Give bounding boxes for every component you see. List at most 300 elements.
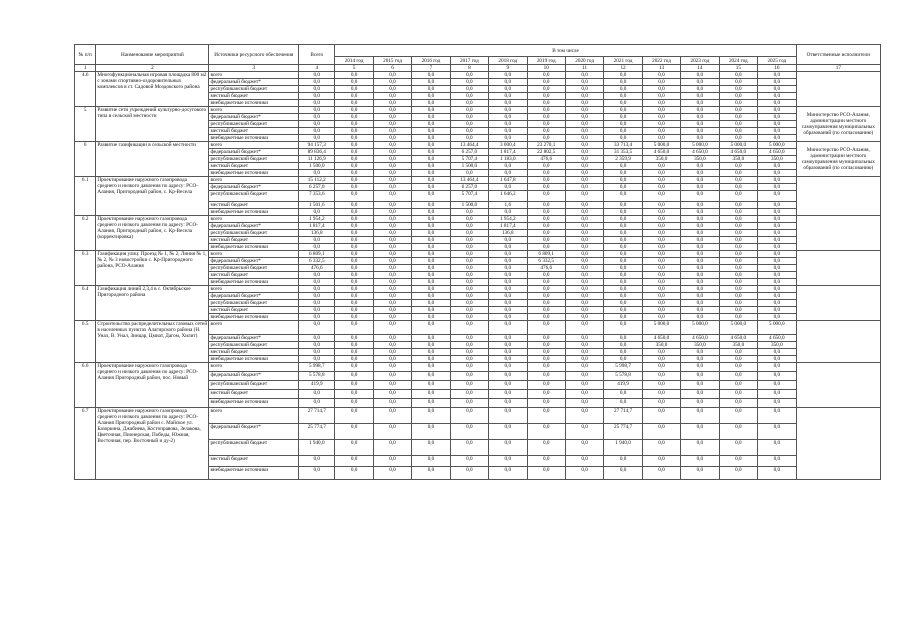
year-value: 5 000,0 [719, 142, 757, 149]
year-value: 0,0 [642, 399, 680, 408]
year-value: 0,0 [719, 135, 757, 142]
year-value: 0,0 [335, 286, 373, 293]
year-value: 0,0 [758, 307, 797, 314]
year-value: 0,0 [527, 177, 565, 184]
year-value: 0,0 [642, 184, 680, 191]
year-value: 0,0 [412, 237, 450, 244]
year-value: 0,0 [412, 209, 450, 216]
year-value: 0,0 [335, 467, 373, 480]
funding-source: федеральный бюджет* [209, 184, 299, 191]
year-value: 0,0 [373, 372, 411, 381]
year-value: 0,0 [335, 321, 373, 335]
year-value: 0,0 [604, 342, 642, 349]
year-value: 0,0 [565, 156, 603, 163]
year-value: 0,0 [642, 424, 680, 440]
funding-source: всего [209, 363, 299, 372]
year-value: 0,0 [681, 107, 719, 114]
year-value: 0,0 [373, 156, 411, 163]
year-value: 1 817,4 [489, 149, 527, 156]
item-name: Проектирование наружного газопровода среднего и низкого давления по адресу: РСО-Алания Пригородный район, пос. Новый [96, 363, 209, 408]
year-value: 0,0 [335, 209, 373, 216]
year-value: 0,0 [335, 251, 373, 258]
total-value: 0,0 [299, 121, 335, 128]
year-value: 0,0 [335, 381, 373, 390]
year-value: 0,0 [412, 202, 450, 209]
year-value: 22 802,5 [527, 149, 565, 156]
year-value: 0,0 [681, 279, 719, 286]
year-value: 0,0 [450, 440, 488, 456]
year-value: 0,0 [719, 121, 757, 128]
year-value: 0,0 [565, 456, 603, 467]
responsible-executors [796, 251, 880, 286]
year-value: 0,0 [719, 440, 757, 456]
year-value: 0,0 [373, 72, 411, 79]
year-value: 0,0 [412, 363, 450, 372]
year-value: 0,0 [527, 307, 565, 314]
funding-source: внебюджетные источники [209, 135, 299, 142]
year-value: 0,0 [758, 251, 797, 258]
year-value: 0,0 [758, 244, 797, 251]
total-value: 5 578,8 [299, 372, 335, 381]
year-value: 0,0 [758, 216, 797, 223]
year-value: 0,0 [373, 93, 411, 100]
year-value: 0,0 [527, 399, 565, 408]
year-value: 0,0 [489, 163, 527, 170]
year-value: 0,0 [412, 456, 450, 467]
item-number: 6.4 [75, 286, 96, 321]
funding-source: республиканский бюджет [209, 156, 299, 163]
year-value: 0,0 [412, 135, 450, 142]
year-value: 0,0 [681, 272, 719, 279]
year-value: 476,6 [527, 156, 565, 163]
year-value: 0,0 [527, 121, 565, 128]
year-value: 23 270,1 [527, 142, 565, 149]
year-value: 0,0 [565, 372, 603, 381]
item-name: Многофункциональная игровая площадка 800 м2 с зонами спортивно-оздоровительных комплексов в ст. Садовой Моздокского района [96, 72, 209, 107]
total-value: 0,0 [299, 279, 335, 286]
year-value: 0,0 [373, 121, 411, 128]
year-value: 0,0 [642, 107, 680, 114]
year-value: 0,0 [681, 314, 719, 321]
year-value: 0,0 [335, 191, 373, 202]
year-value: 0,0 [489, 135, 527, 142]
year-value: 0,0 [758, 100, 797, 107]
year-value: 0,0 [604, 265, 642, 272]
year-value: 0,0 [450, 170, 488, 177]
year-value: 0,0 [489, 390, 527, 399]
year-value: 4 650,0 [681, 335, 719, 342]
year-value: 0,0 [681, 307, 719, 314]
year-value: 0,0 [412, 177, 450, 184]
header-total: Всего [299, 45, 335, 65]
total-value: 0,0 [299, 86, 335, 93]
year-value: 0,0 [335, 372, 373, 381]
year-value: 0,0 [604, 467, 642, 480]
year-value: 0,0 [758, 265, 797, 272]
year-value: 0,0 [335, 408, 373, 424]
year-value: 0,0 [335, 142, 373, 149]
year-value: 0,0 [373, 286, 411, 293]
column-number: 12 [604, 65, 642, 72]
year-value: 0,0 [565, 244, 603, 251]
year-value: 0,0 [681, 86, 719, 93]
year-value: 0,0 [489, 128, 527, 135]
column-number: 1 [75, 65, 96, 72]
year-value: 0,0 [642, 258, 680, 265]
year-value: 1 647,8 [489, 177, 527, 184]
header-year: 2022 год [642, 57, 680, 65]
year-value: 0,0 [681, 216, 719, 223]
funding-source: местный бюджет [209, 163, 299, 170]
year-value: 0,0 [719, 170, 757, 177]
year-value: 0,0 [565, 300, 603, 307]
year-value: 0,0 [450, 321, 488, 335]
year-value: 0,0 [450, 390, 488, 399]
total-value: 25 774,7 [299, 424, 335, 440]
year-value: 0,0 [450, 135, 488, 142]
year-value: 0,0 [642, 372, 680, 381]
year-value: 0,0 [565, 149, 603, 156]
funding-source: всего [209, 107, 299, 114]
year-value: 5 000,0 [758, 142, 797, 149]
total-value: 0,0 [299, 107, 335, 114]
table-row [75, 216, 881, 223]
header-year: 2016 год [412, 57, 450, 65]
year-value: 0,0 [412, 149, 450, 156]
total-value: 0,0 [299, 237, 335, 244]
year-value: 350,0 [758, 342, 797, 349]
funding-source: федеральный бюджет* [209, 223, 299, 230]
year-value: 0,0 [642, 390, 680, 399]
total-value: 6 257,0 [299, 184, 335, 191]
year-value: 0,0 [489, 363, 527, 372]
year-value: 0,0 [565, 202, 603, 209]
column-number: 17 [796, 65, 880, 72]
year-value: 0,0 [527, 163, 565, 170]
year-value: 0,0 [681, 184, 719, 191]
year-value: 0,0 [758, 279, 797, 286]
year-value: 0,0 [450, 86, 488, 93]
year-value: 0,0 [412, 408, 450, 424]
year-value: 0,0 [373, 265, 411, 272]
total-value: 0,0 [299, 300, 335, 307]
year-value: 0,0 [335, 135, 373, 142]
total-value: 94 157,3 [299, 142, 335, 149]
year-value: 0,0 [489, 86, 527, 93]
funding-source: внебюджетные источники [209, 314, 299, 321]
year-value: 0,0 [450, 128, 488, 135]
funding-source: федеральный бюджет* [209, 293, 299, 300]
year-value: 0,0 [719, 184, 757, 191]
column-number: 15 [719, 65, 757, 72]
year-value: 0,0 [719, 272, 757, 279]
year-value: 0,0 [412, 121, 450, 128]
year-value: 0,0 [681, 121, 719, 128]
funding-source: внебюджетные источники [209, 467, 299, 480]
year-value: 350,0 [719, 156, 757, 163]
year-value: 0,0 [335, 114, 373, 121]
year-value: 0,0 [719, 202, 757, 209]
year-value: 0,0 [565, 272, 603, 279]
year-value: 5 998,7 [604, 363, 642, 372]
year-value: 0,0 [719, 107, 757, 114]
year-value: 0,0 [758, 93, 797, 100]
year-value: 0,0 [604, 349, 642, 356]
year-value: 0,0 [758, 300, 797, 307]
year-value: 0,0 [373, 349, 411, 356]
year-value: 1 817,4 [489, 223, 527, 230]
year-value: 0,0 [604, 209, 642, 216]
year-value: 6 809,1 [527, 251, 565, 258]
year-value: 0,0 [565, 467, 603, 480]
funding-source: местный бюджет [209, 390, 299, 399]
year-value: 0,0 [373, 399, 411, 408]
year-value: 0,0 [719, 293, 757, 300]
year-value: 0,0 [527, 100, 565, 107]
year-value: 350,0 [642, 156, 680, 163]
year-value: 0,0 [565, 107, 603, 114]
year-value: 0,0 [604, 184, 642, 191]
year-value: 0,0 [758, 440, 797, 456]
year-value: 0,0 [565, 440, 603, 456]
year-value: 0,0 [412, 265, 450, 272]
year-value: 0,0 [719, 467, 757, 480]
year-value: 0,0 [373, 424, 411, 440]
year-value: 0,0 [642, 128, 680, 135]
year-value: 0,0 [719, 300, 757, 307]
funding-source: всего [209, 142, 299, 149]
year-value: 0,0 [565, 209, 603, 216]
year-value: 0,0 [719, 216, 757, 223]
year-value: 0,0 [681, 230, 719, 237]
year-value: 0,0 [565, 265, 603, 272]
year-value: 0,0 [527, 356, 565, 363]
year-value: 6 257,0 [450, 184, 488, 191]
funding-table [74, 44, 881, 480]
year-value: 0,0 [412, 107, 450, 114]
year-value: 0,0 [758, 202, 797, 209]
year-value: 136,8 [489, 230, 527, 237]
year-value: 0,0 [758, 456, 797, 467]
responsible-executors [796, 321, 880, 363]
column-number: 3 [209, 65, 299, 72]
year-value: 0,0 [335, 107, 373, 114]
year-value: 0,0 [335, 244, 373, 251]
year-value: 0,0 [758, 372, 797, 381]
funding-source: местный бюджет [209, 128, 299, 135]
year-value: 0,0 [681, 223, 719, 230]
funding-source: всего [209, 408, 299, 424]
year-value: 0,0 [489, 321, 527, 335]
year-value: 0,0 [642, 251, 680, 258]
year-value: 0,0 [604, 163, 642, 170]
header-year: 2017 год [450, 57, 488, 65]
year-value: 0,0 [527, 314, 565, 321]
year-value: 4 650,0 [642, 335, 680, 342]
year-value: 0,0 [604, 293, 642, 300]
year-value: 0,0 [642, 349, 680, 356]
year-value: 0,0 [681, 390, 719, 399]
year-value: 0,0 [412, 314, 450, 321]
year-value: 0,0 [719, 72, 757, 79]
item-number: 6.6 [75, 363, 96, 408]
year-value: 0,0 [758, 114, 797, 121]
year-value: 0,0 [412, 216, 450, 223]
year-value: 0,0 [565, 216, 603, 223]
year-value: 0,0 [604, 279, 642, 286]
year-value: 0,0 [412, 170, 450, 177]
year-value: 0,0 [642, 216, 680, 223]
year-value: 0,0 [373, 114, 411, 121]
year-value: 0,0 [335, 121, 373, 128]
year-value: 0,0 [565, 349, 603, 356]
year-value: 0,0 [565, 100, 603, 107]
year-value: 0,0 [604, 251, 642, 258]
total-value: 0,0 [299, 342, 335, 349]
year-value: 0,0 [335, 293, 373, 300]
year-value: 0,0 [642, 170, 680, 177]
year-value: 0,0 [489, 300, 527, 307]
year-value: 0,0 [412, 356, 450, 363]
funding-source: внебюджетные источники [209, 100, 299, 107]
year-value: 0,0 [565, 258, 603, 265]
year-value: 5 000,0 [642, 321, 680, 335]
total-value: 0,0 [299, 209, 335, 216]
year-value: 0,0 [719, 408, 757, 424]
table-row [75, 408, 881, 424]
year-value: 0,0 [681, 300, 719, 307]
year-value: 0,0 [527, 114, 565, 121]
year-value: 0,0 [412, 342, 450, 349]
table-row [75, 177, 881, 184]
year-value: 0,0 [335, 440, 373, 456]
year-value: 0,0 [450, 216, 488, 223]
total-value: 7 353,6 [299, 191, 335, 202]
year-value: 0,0 [642, 202, 680, 209]
header-no: № п/п [75, 45, 96, 65]
year-value: 0,0 [412, 184, 450, 191]
total-value: 0,0 [299, 307, 335, 314]
year-value: 0,0 [565, 321, 603, 335]
year-value: 0,0 [681, 399, 719, 408]
year-value: 0,0 [642, 279, 680, 286]
year-value: 0,0 [527, 293, 565, 300]
year-value: 0,0 [373, 390, 411, 399]
year-value: 0,0 [719, 372, 757, 381]
year-value: 0,0 [604, 300, 642, 307]
year-value: 0,0 [373, 335, 411, 342]
year-value: 0,0 [412, 86, 450, 93]
funding-source: внебюджетные источники [209, 356, 299, 363]
responsible-executors [796, 216, 880, 251]
funding-source: внебюджетные источники [209, 279, 299, 286]
year-value: 0,0 [450, 279, 488, 286]
year-value: 0,0 [527, 363, 565, 372]
year-value: 0,0 [335, 342, 373, 349]
total-value: 0,0 [299, 349, 335, 356]
year-value: 0,0 [527, 191, 565, 202]
year-value: 0,0 [489, 286, 527, 293]
year-value: 0,0 [412, 372, 450, 381]
year-value: 350,0 [681, 342, 719, 349]
year-value: 0,0 [450, 342, 488, 349]
year-value: 4 650,0 [642, 149, 680, 156]
year-value: 0,0 [719, 424, 757, 440]
year-value: 0,0 [681, 356, 719, 363]
year-value: 0,0 [642, 100, 680, 107]
year-value: 0,0 [758, 349, 797, 356]
year-value: 0,0 [719, 390, 757, 399]
year-value: 0,0 [412, 399, 450, 408]
year-value: 0,0 [373, 356, 411, 363]
table-row [75, 107, 881, 114]
total-value: 27 714,7 [299, 408, 335, 424]
funding-source: местный бюджет [209, 307, 299, 314]
year-value: 0,0 [758, 163, 797, 170]
year-value: 0,0 [681, 72, 719, 79]
year-value: 0,0 [758, 170, 797, 177]
year-value: 0,0 [565, 79, 603, 86]
year-value: 0,0 [412, 300, 450, 307]
total-value: 0,0 [299, 293, 335, 300]
funding-source: республиканский бюджет [209, 342, 299, 349]
total-value: 0,0 [299, 286, 335, 293]
year-value: 0,0 [681, 349, 719, 356]
year-value: 0,0 [565, 381, 603, 390]
year-value: 0,0 [681, 128, 719, 135]
total-value: 419,9 [299, 381, 335, 390]
year-value: 0,0 [642, 467, 680, 480]
year-value: 0,0 [527, 202, 565, 209]
item-number: 6.2 [75, 216, 96, 251]
item-number: 6.5 [75, 321, 96, 363]
year-value: 0,0 [373, 258, 411, 265]
year-value: 0,0 [604, 244, 642, 251]
funding-source: местный бюджет [209, 237, 299, 244]
year-value: 0,0 [719, 86, 757, 93]
year-value: 0,0 [642, 121, 680, 128]
year-value: 0,0 [565, 223, 603, 230]
funding-source: всего [209, 216, 299, 223]
year-value: 0,0 [758, 223, 797, 230]
year-value: 0,0 [719, 79, 757, 86]
year-value: 0,0 [489, 424, 527, 440]
year-value: 0,0 [642, 408, 680, 424]
responsible-executors [796, 286, 880, 321]
year-value: 0,0 [373, 128, 411, 135]
year-value: 0,0 [758, 86, 797, 93]
total-value: 0,0 [299, 72, 335, 79]
total-value: 0,0 [299, 128, 335, 135]
year-value: 0,0 [489, 467, 527, 480]
header-responsible: Ответственные исполнители [796, 45, 880, 65]
year-value: 0,0 [527, 286, 565, 293]
year-value: 0,0 [604, 72, 642, 79]
year-value: 0,0 [719, 163, 757, 170]
funding-source: внебюджетные источники [209, 399, 299, 408]
total-value: 0,0 [299, 390, 335, 399]
year-value: 0,0 [489, 244, 527, 251]
funding-source: федеральный бюджет* [209, 424, 299, 440]
total-value: 5 998,7 [299, 363, 335, 372]
total-value: 476,6 [299, 265, 335, 272]
year-value: 0,0 [489, 272, 527, 279]
year-value: 0,0 [604, 107, 642, 114]
year-value: 0,0 [565, 72, 603, 79]
year-value: 0,0 [604, 100, 642, 107]
year-value: 0,0 [719, 251, 757, 258]
year-value: 0,0 [527, 300, 565, 307]
